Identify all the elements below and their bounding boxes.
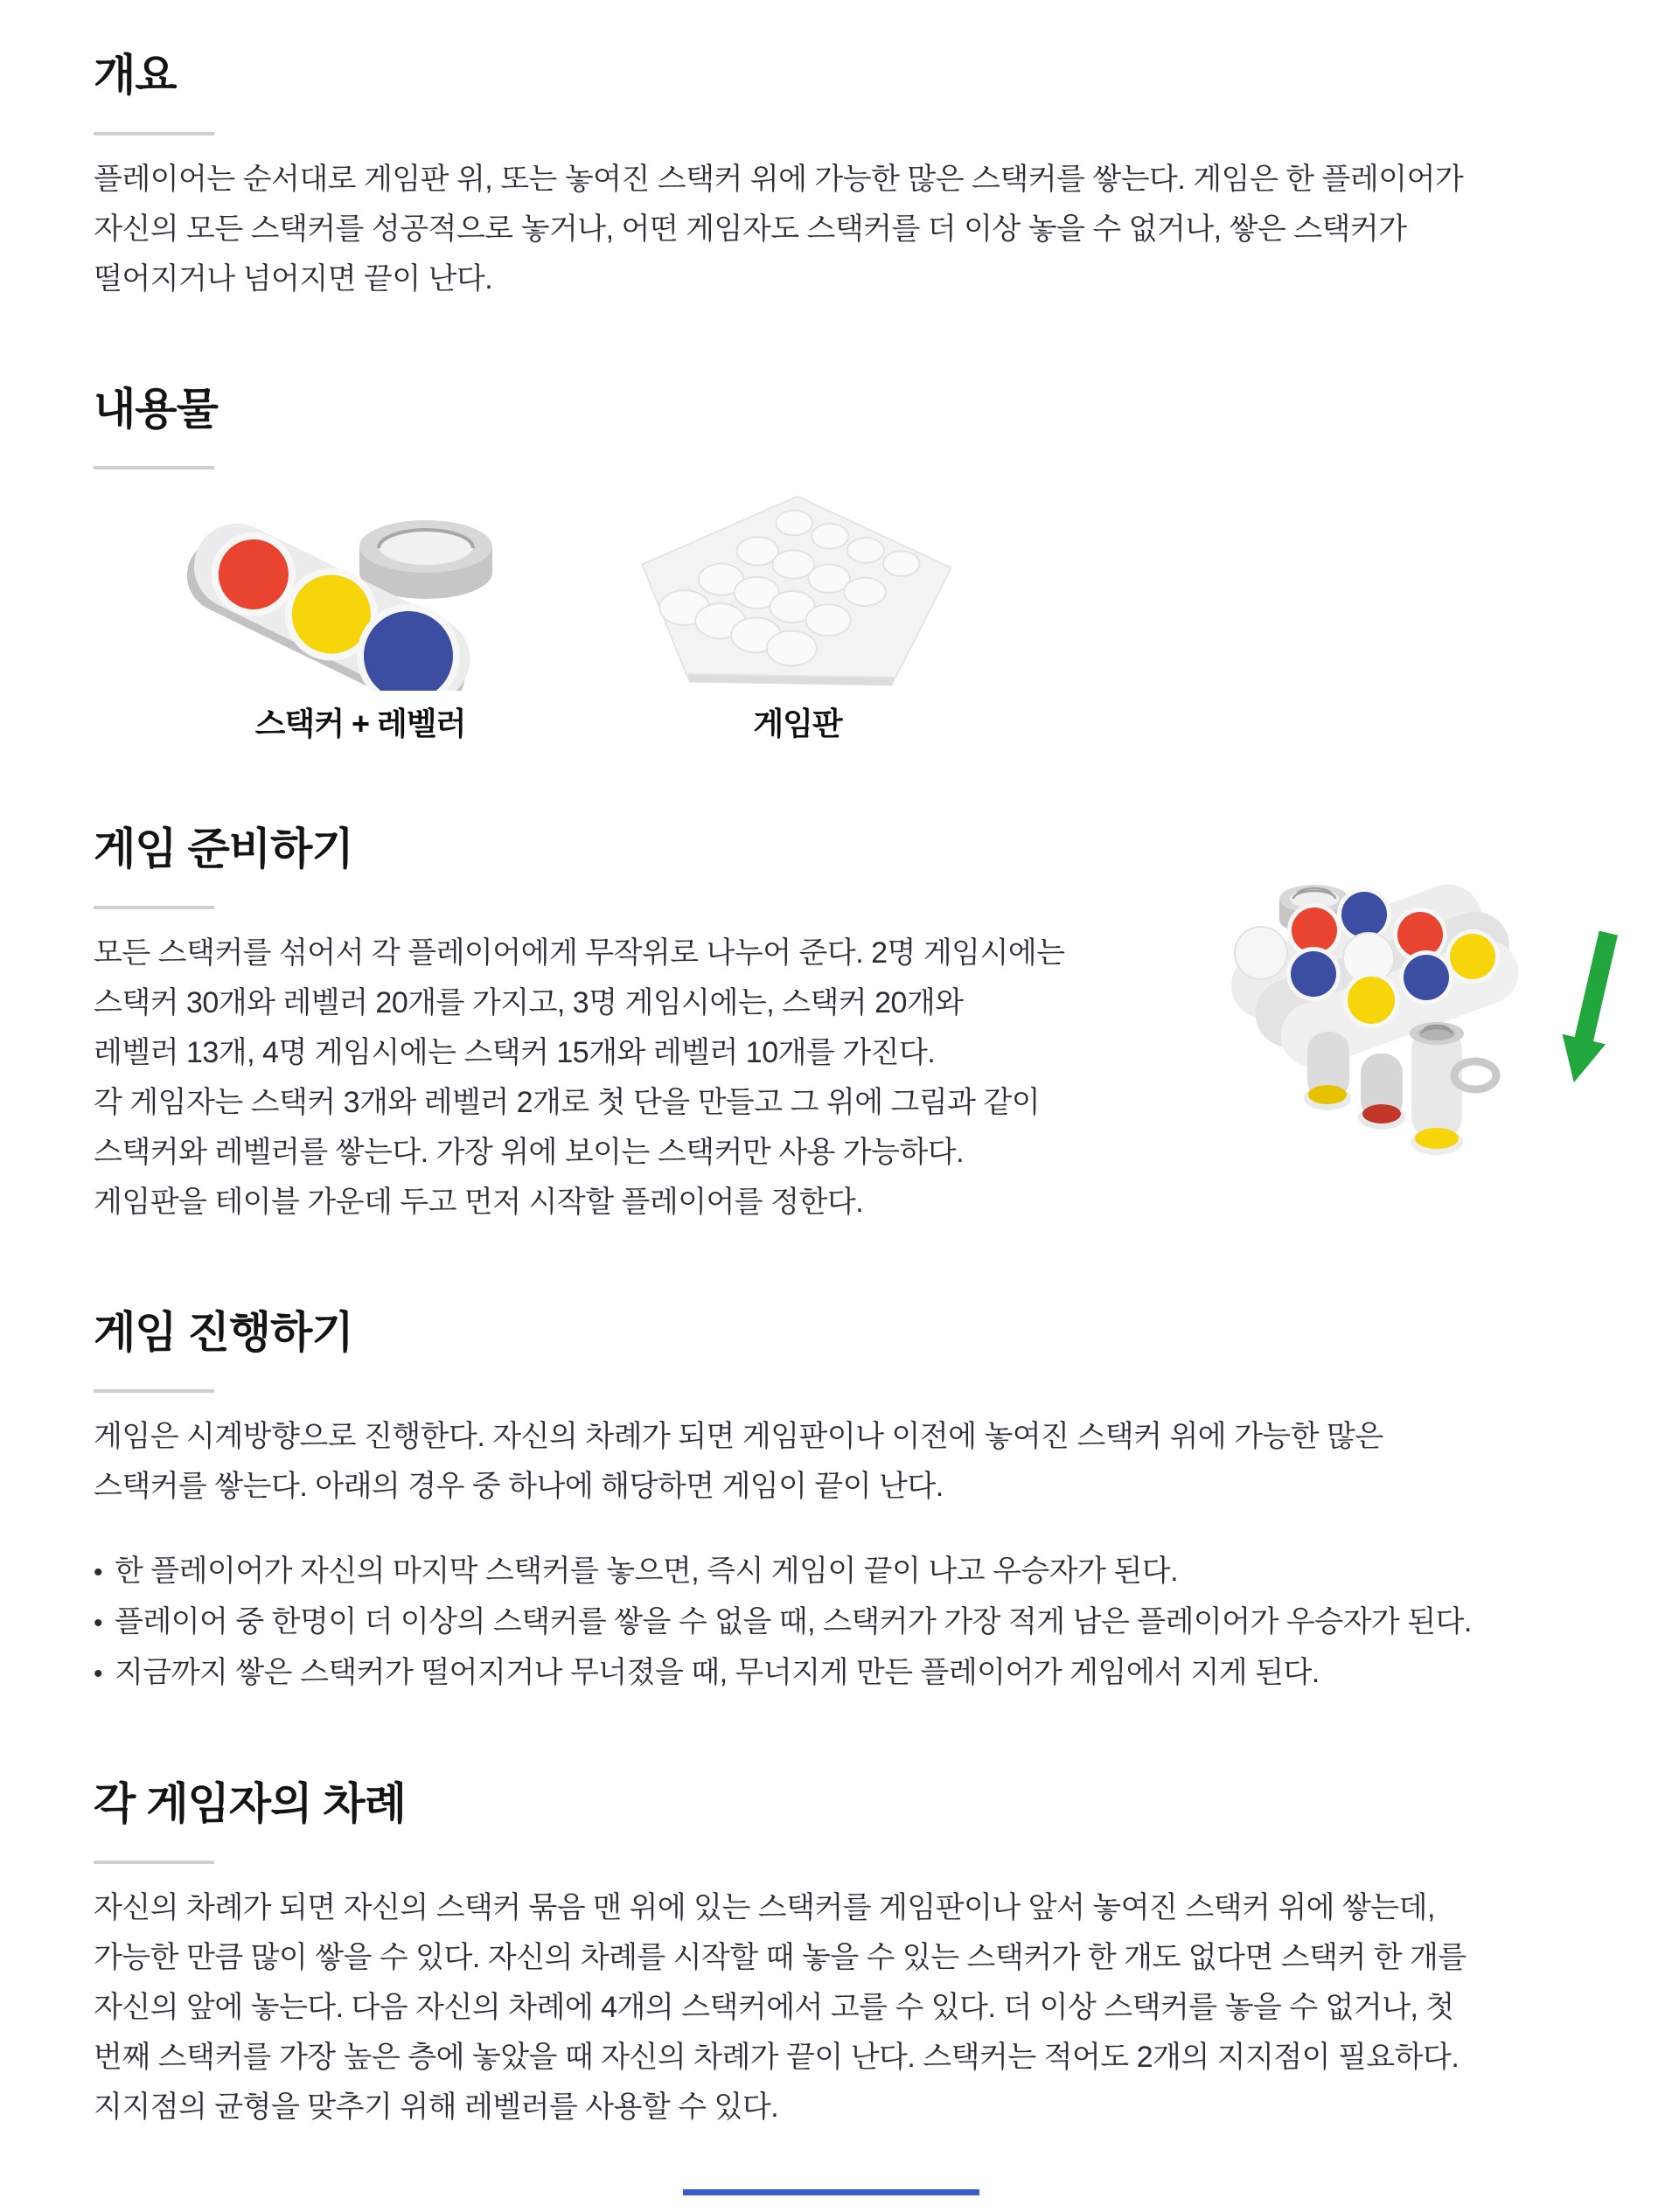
game-end-bullet-list — [94, 1547, 1627, 1699]
paragraph-line: 자신의 차례가 되면 자신의 스택커 묶음 맨 위에 있는 스택커를 게임판이나 앞서 놓여진 스택커 위에 쌓는데, — [94, 1891, 1435, 1924]
paragraph-line: 플레이어는 순서대로 게임판 위, 또는 놓여진 스택커 위에 가능한 많은 스택커를 쌓는다. 게임은 한 플레이어가 — [94, 163, 1464, 196]
turn-paragraph — [94, 1883, 1627, 2132]
setup-stack-image — [1224, 866, 1522, 1172]
game-board-caption: 게임판 — [753, 706, 842, 741]
paragraph-line: 각 게임자는 스택커 3개와 레벨러 2개로 첫 단을 만들고 그 위에 그림과 같이 — [94, 1086, 1041, 1119]
paragraph-line: 모든 스택커를 섞어서 각 플레이어에게 무작위로 나누어 준다. 2명 게임시에는 — [94, 936, 1065, 970]
paragraph-line: 떨어지거나 넘어지면 끝이 난다. — [94, 262, 493, 296]
paragraph-line: 지지점의 균형을 맞추기 위해 레벨러를 사용할 수 있다. — [94, 2090, 779, 2124]
section-play — [94, 1308, 1627, 1699]
green-arrow-icon — [1546, 925, 1634, 1096]
stacker-leveler-image — [155, 485, 566, 691]
paragraph-line: 자신의 모든 스택커를 성공적으로 놓거나, 어떤 게임자도 스택커를 더 이상 놓을 수 없거나, 쌓은 스택커가 — [94, 212, 1407, 246]
paragraph-line: 자신의 앞에 놓는다. 다음 자신의 차례에 4개의 스택커에서 고를 수 있다. 더 이상 스택커를 놓을 수 없거나, 첫 — [94, 1991, 1454, 2024]
stacker-leveler-caption: 스택커 + 레벨러 — [254, 706, 466, 741]
page-bottom-accent-line — [683, 2189, 979, 2195]
paragraph-line: 레벨러 13개, 4명 게임시에는 스택커 15개와 레벨러 10개를 가진다. — [94, 1036, 936, 1069]
paragraph-line: 스택커 30개와 레벨러 20개를 가지고, 3명 게임시에는, 스택커 20개와 — [94, 986, 964, 1019]
section-divider — [94, 906, 214, 909]
section-divider — [94, 466, 214, 470]
bullet-item: • 지금까지 쌓은 스택커가 떨어지거나 무너졌을 때, 무너지게 만든 플레이어가 게임에서 지게 된다. — [94, 1648, 1627, 1699]
game-board-image — [631, 491, 964, 691]
section-overview — [94, 51, 1627, 304]
section-contents — [94, 385, 1627, 744]
section-title-play: 게임 진행하기 — [94, 1308, 353, 1357]
game-board-figure — [631, 491, 964, 744]
arrow-box — [1546, 925, 1634, 1172]
section-divider — [94, 1861, 214, 1864]
paragraph-line: 게임은 시계방향으로 진행한다. 자신의 차례가 되면 게임판이나 이전에 놓여진 스택커 위에 가능한 많은 — [94, 1420, 1383, 1453]
section-divider — [94, 1389, 214, 1393]
paragraph-line: 번째 스택커를 가장 높은 층에 놓았을 때 자신의 차례가 끝이 난다. 스택커는 적어도 2개의 지지점이 필요하다. — [94, 2041, 1460, 2074]
paragraph-line: 가능한 만큼 많이 쌓을 수 있다. 자신의 차례를 시작할 때 놓을 수 있는 스택커가 한 개도 없다면 스택커 한 개를 — [94, 1941, 1467, 1974]
section-title-contents: 내용물 — [94, 385, 218, 434]
section-title-overview: 개요 — [94, 51, 177, 100]
contents-figures — [94, 485, 1627, 744]
section-divider — [94, 132, 214, 136]
paragraph-line: 스택커와 레벨러를 쌓는다. 가장 위에 보이는 스택커만 사용 가능하다. — [94, 1136, 965, 1169]
section-title-setup: 게임 준비하기 — [94, 824, 353, 873]
stacker-leveler-figure — [155, 485, 566, 744]
paragraph-line: 게임판을 테이블 가운데 두고 먼저 시작할 플레이어를 정한다. — [94, 1186, 864, 1219]
paragraph-line: 스택커를 쌓는다. 아래의 경우 중 하나에 해당하면 게임이 끝이 난다. — [94, 1470, 944, 1503]
play-paragraph — [94, 1412, 1627, 1512]
overview-paragraph — [94, 155, 1627, 304]
setup-illustration — [1224, 866, 1634, 1172]
bullet-item: • 플레이어 중 한명이 더 이상의 스택커를 쌓을 수 없을 때, 스택커가 가장 적게 남은 플레이어가 우승자가 된다. — [94, 1597, 1627, 1648]
section-title-turn: 각 게임자의 차례 — [94, 1779, 406, 1828]
section-turn — [94, 1779, 1627, 2132]
bullet-item: • 한 플레이어가 자신의 마지막 스택커를 놓으면, 즉시 게임이 끝이 나고 우승자가 된다. — [94, 1547, 1627, 1597]
